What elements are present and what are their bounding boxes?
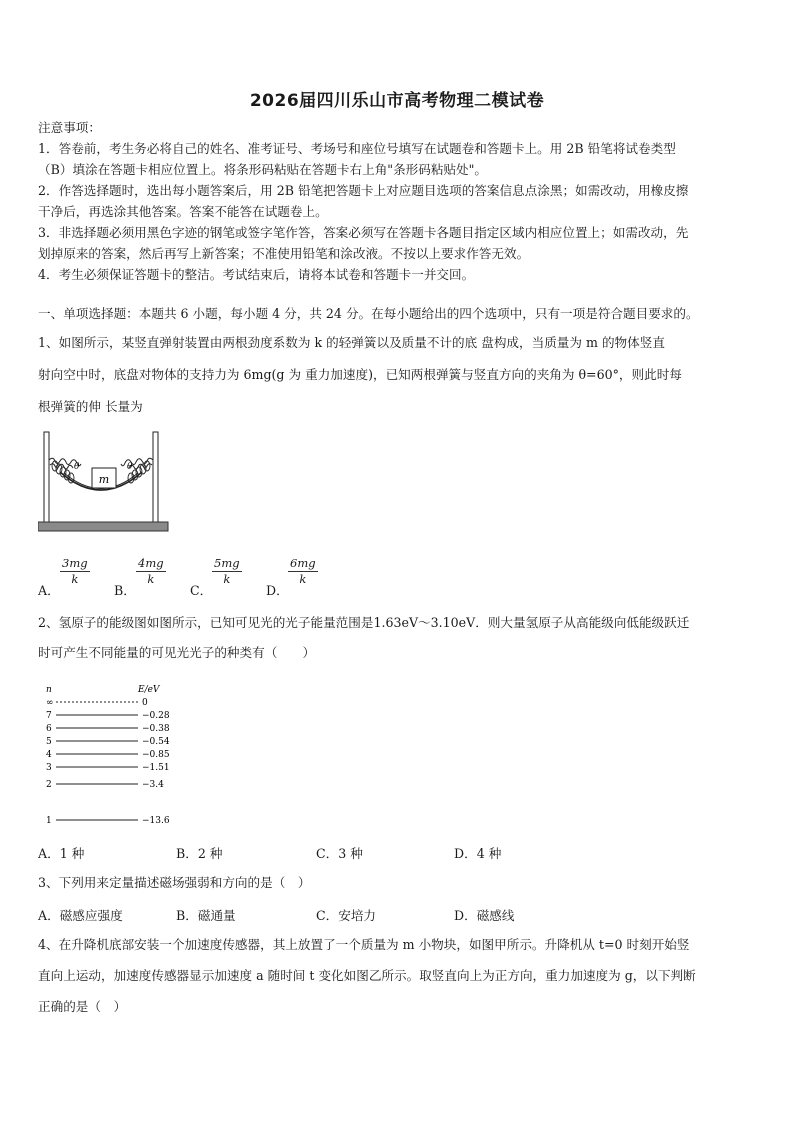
option-c-fraction[interactable]: $\frac{5mg}{k}$ [214,556,240,586]
level-n-label: 1 [46,816,52,826]
mass-label: m [98,473,110,486]
question-3-stem: 3、下列用来定量描述磁场强弱和方向的是（ ） [38,875,311,890]
question-1-line: 根弹簧的伸 长量为 [38,399,143,414]
notice-line: 2．作答选择题时，选出每小题答案后，用 2B 铅笔把答题卡上对应题目选项的答案信息点涂黑；如需改动，用橡皮擦 [38,183,689,198]
page-title: 2026届四川乐山市高考物理二模试卷 [249,91,545,111]
option-d-fraction[interactable]: $\frac{6mg}{k}$ [290,556,316,586]
level-energy-label: −0.28 [142,711,170,721]
level-energy-label: 0 [142,698,148,708]
option-a[interactable]: A．1 种 [38,846,85,861]
notice-line: 3．非选择题必须用黑色字迹的钢笔或签字笔作答，答案必须写在答题卡各题目指定区域内相应位置上；如需改动，先 [38,225,689,240]
spring-launcher-figure [38,426,170,536]
energy-level-diagram [38,680,188,830]
option-b-label[interactable]: B． [114,583,136,598]
level-energy-label: −3.4 [142,780,164,790]
option-d[interactable]: D．磁感线 [454,908,515,923]
level-n-label: ∞ [46,698,54,708]
level-n-label: 6 [46,724,52,734]
option-b-fraction[interactable]: $\frac{4mg}{k}$ [138,556,164,586]
notice-line: 4．考生必须保证答题卡的整洁。考试结束后，请将本试卷和答题卡一并交回。 [38,267,475,282]
notice-line: 干净后，再选涂其他答案。答案不能答在试题卷上。 [38,204,328,219]
option-a-label[interactable]: A． [38,583,60,598]
level-energy-label: −0.85 [142,750,170,760]
level-energy-label: −0.38 [142,724,170,734]
n-axis-header: n [46,685,52,695]
notice-line: 1．答卷前，考生务必将自己的姓名、准考证号、考场号和座位号填写在试题卷和答题卡上。用 2B 铅笔将试卷类型 [38,141,676,156]
section-heading: 一、单项选择题：本题共 6 小题，每小题 4 分，共 24 分。在每小题给出的四个选项中，只有一项是符合题目要求的。 [38,306,699,321]
question-2-line: 时可产生不同能量的可见光光子的种类有（ ） [38,645,316,660]
option-a-fraction[interactable]: $\frac{3mg}{k}$ [62,556,88,586]
energy-axis-header: E/eV [138,685,160,695]
question-3-options [38,905,514,924]
level-n-label: 4 [46,750,52,760]
question-2-options [38,843,501,862]
option-b[interactable]: B．磁通量 [176,908,236,923]
level-energy-label: −1.51 [142,763,170,773]
level-n-label: 2 [46,780,52,790]
option-d[interactable]: D．4 种 [454,846,502,861]
notice-line: （B）填涂在答题卡相应位置上。将条形码粘贴在答题卡右上角"条形码粘贴处"。 [38,162,488,177]
option-c[interactable]: C．3 种 [316,846,363,861]
question-1-line: 1、如图所示，某竖直弹射装置由两根劲度系数为 k 的轻弹簧以及质量不计的底 盘构成，当质量为 m 的物体竖直 [38,335,665,350]
level-energy-label: −0.54 [142,737,170,747]
option-c[interactable]: C．安培力 [316,908,377,923]
question-4-line: 直向上运动，加速度传感器显示加速度 a 随时间 t 变化如图乙所示。取竖直向上为正方向，重力加速度为 g，以下判断 [38,968,696,983]
option-b[interactable]: B．2 种 [176,846,223,861]
question-1-line: 射向空中时，底盘对物体的支持力为 6mg(g 为 重力加速度)，已知两根弹簧与竖直方向的夹角为 θ=60°，则此时每 [38,367,682,382]
question-4-line: 正确的是（ ） [38,999,127,1014]
notice-line: 划掉原来的答案，然后再写上新答案；不准使用铅笔和涂改液。不按以上要求作答无效。 [38,246,530,261]
option-d-label[interactable]: D． [266,583,289,598]
question-4-line: 4、在升降机底部安装一个加速度传感器，其上放置了一个质量为 m 小物块，如图甲所示。升降机从 t=0 时刻开始竖 [38,937,690,952]
option-a[interactable]: A．磁感应强度 [38,908,123,923]
question-2-line: 2、氢原子的能级图如图所示，已知可见光的光子能量范围是1.63eV～3.10eV．则大量氢原子从高能级向低能级跃迁 [38,615,690,630]
angle-label-left: θ [74,462,80,472]
angle-label-right: θ [127,462,133,472]
level-n-label: 7 [46,711,52,721]
level-n-label: 3 [46,763,52,773]
option-c-label[interactable]: C． [190,583,213,598]
level-energy-label: −13.6 [142,816,170,826]
level-n-label: 5 [46,737,52,747]
notice-heading: 注意事项： [38,120,101,135]
